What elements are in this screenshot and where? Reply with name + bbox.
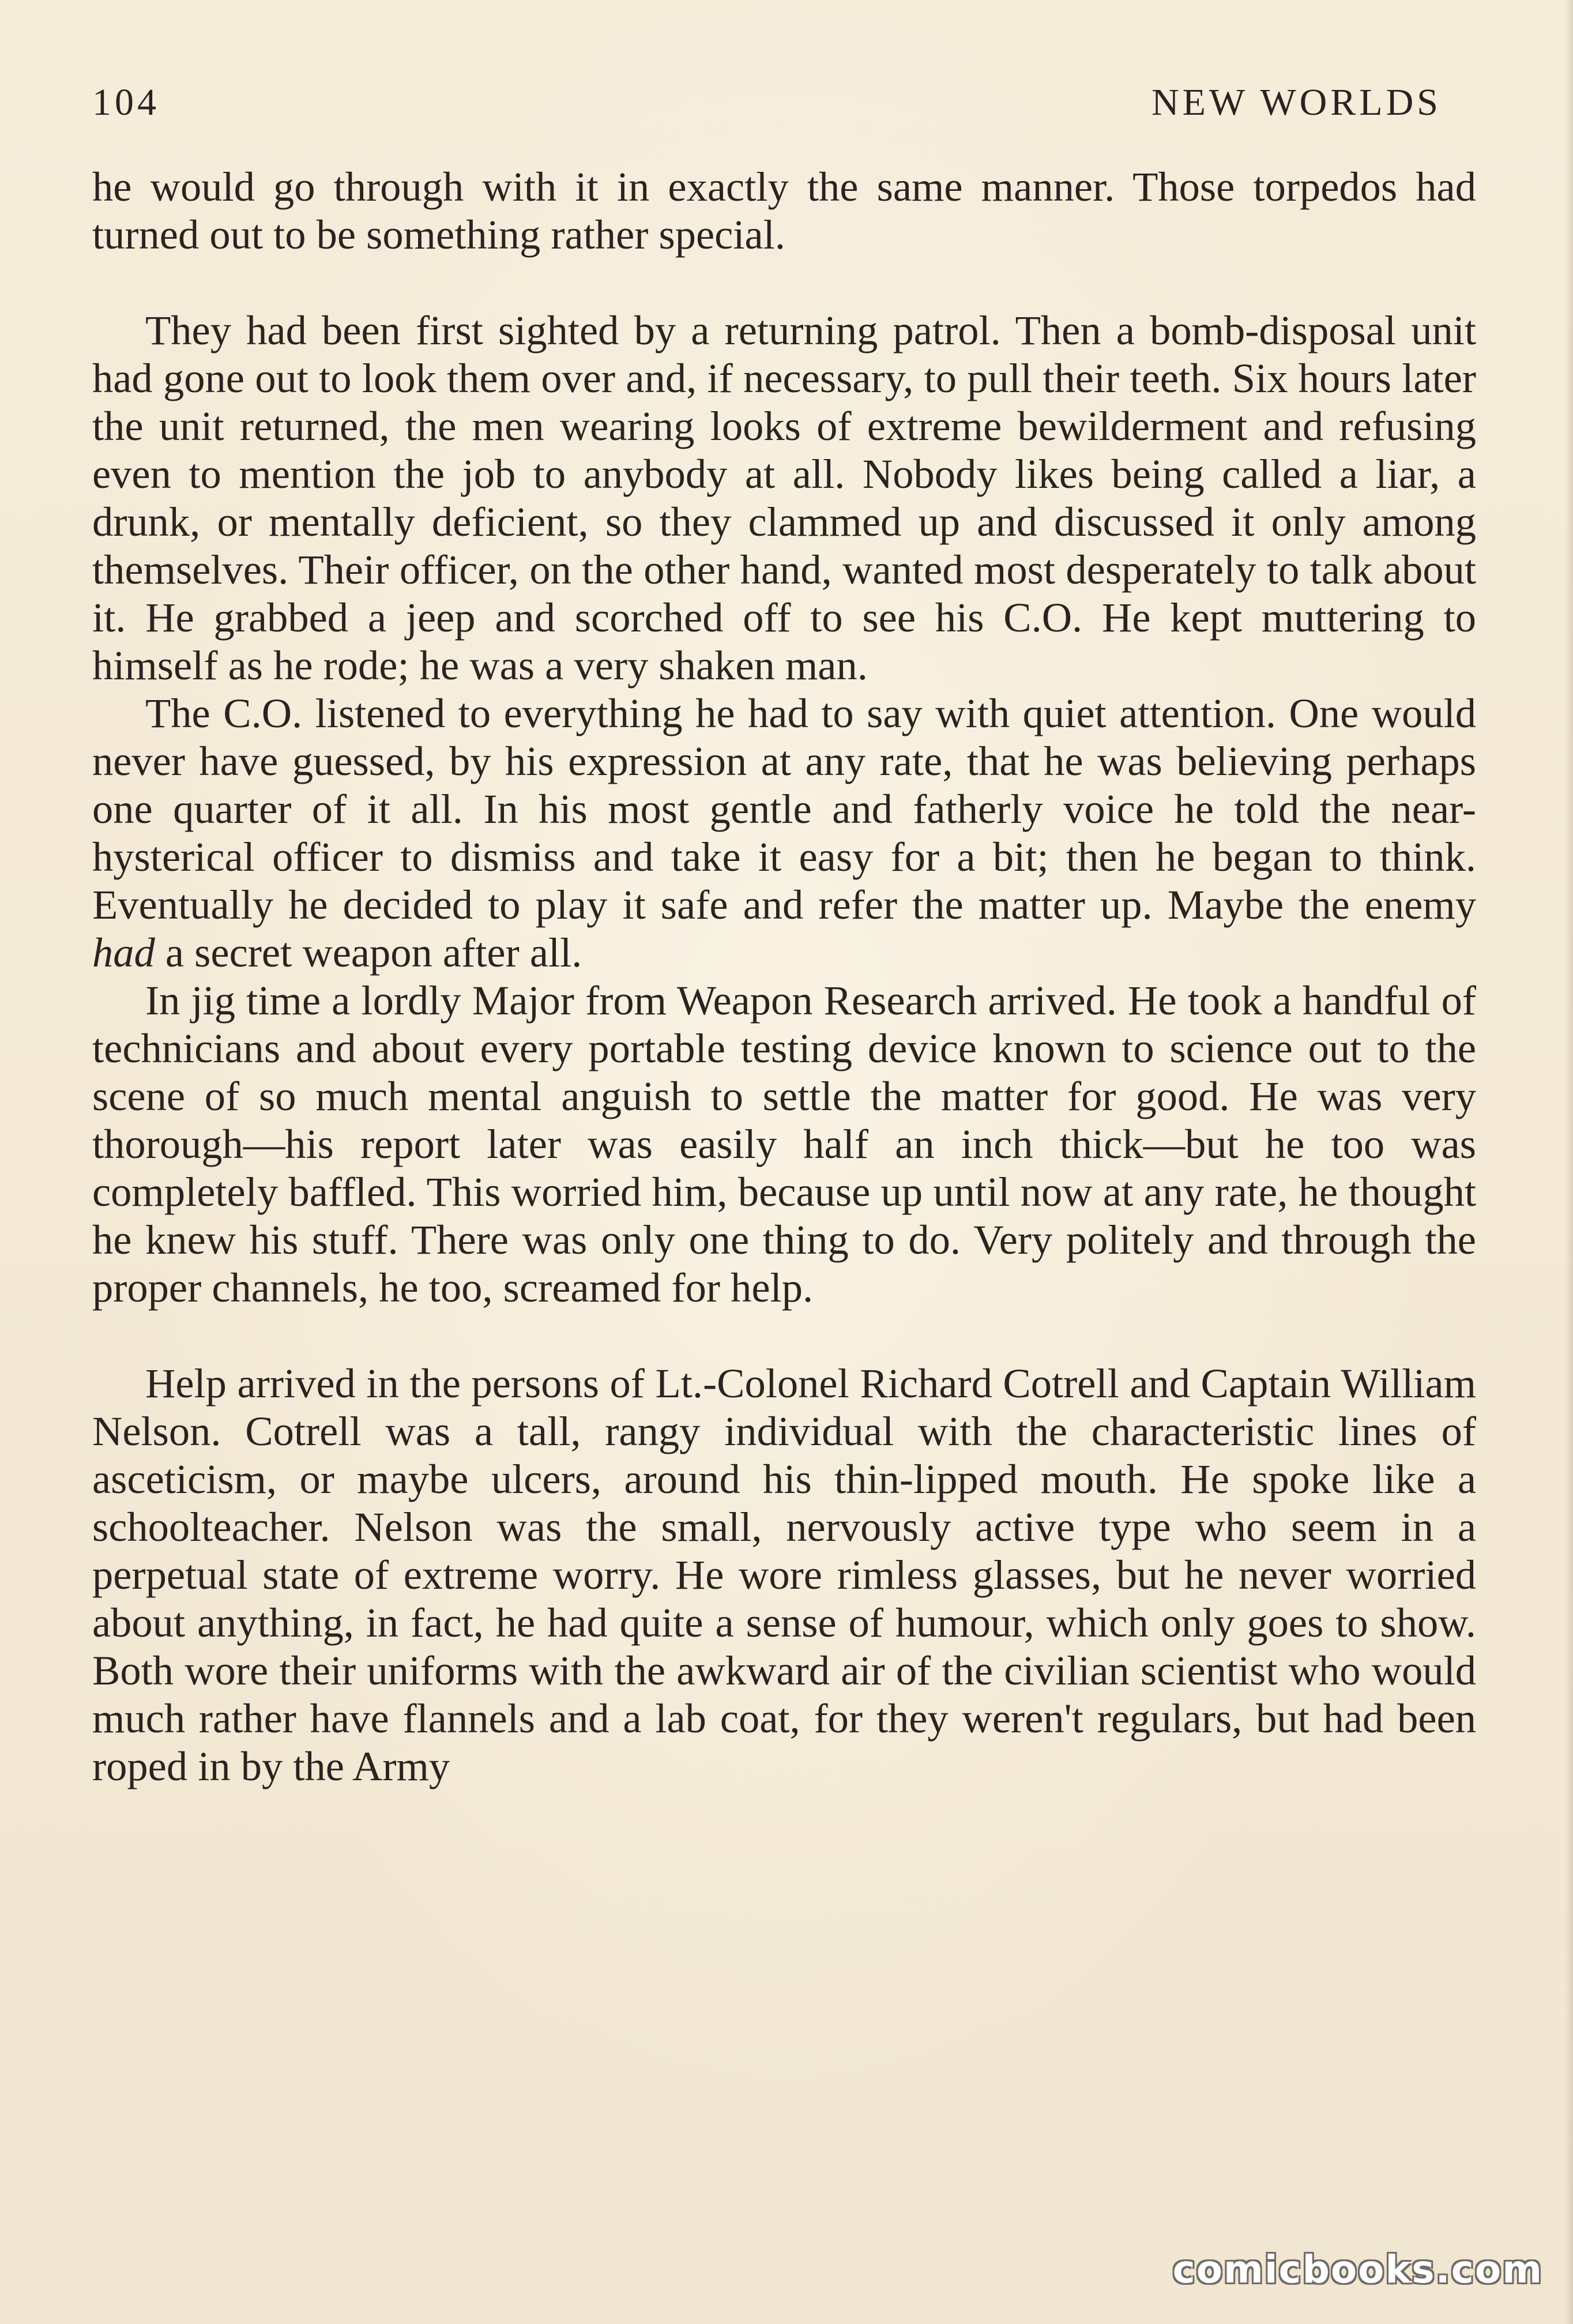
- body-text: [92, 163, 1476, 1790]
- page-edge-shadow: [1565, 0, 1573, 2324]
- watermark: comicbooks.com: [1172, 2247, 1543, 2292]
- emphasis-had: had: [92, 929, 155, 976]
- paragraph-continuation: he would go through with it in exactly the same manner. Those torpedos had turned out to be something rather special.: [92, 163, 1476, 258]
- page-number: 104: [92, 81, 160, 123]
- running-title: NEW WORLDS: [1151, 81, 1442, 123]
- paragraph-major: In jig time a lordly Major from Weapon Research arrived. He took a handful of technicians and about every portable testing device known to science out to the scene of so much mental anguish to settle the matter for good. He was very thorough—his report later was easily half an inch thick—but he too was completely baffled. This worried him, because up until now at any rate, he thought he knew his stuff. There was only one thing to do. Very politely and through the proper channels, he too, screamed for help.: [92, 977, 1476, 1311]
- paragraph-patrol: They had been first sighted by a returning patrol. Then a bomb-disposal unit had gone out to look them over and, if necessary, to pull their teeth. Six hours later the unit returned, the men wearing looks of extreme bewilderment and refusing even to mention the job to anybody at all. Nobody likes being called a liar, a drunk, or mentally deficient, so they clammed up and discussed it only among themselves. Their officer, on the other hand, wanted most desperately to talk about it. He grabbed a jeep and scorched off to see his C.O. He kept muttering to himself as he rode; he was a very shaken man.: [92, 307, 1476, 689]
- paragraph-help-arrived: Help arrived in the persons of Lt.-Colonel Richard Cotrell and Captain William Nelson. Cotrell was a tall, rangy individual with the characteristic lines of asceticism, or maybe ulcers, around his thin-lipped mouth. He spoke like a schoolteacher. Nelson was the small, nervously active type who seem in a perpetual state of extreme worry. He wore rimless glasses, but he never worried about anything, in fact, he had quite a sense of humour, which only goes to show. Both wore their uniforms with the awkward air of the civilian scientist who would much rather have flannels and a lab coat, for they weren't regulars, but had been roped in by the Army: [92, 1360, 1476, 1789]
- page-header: [92, 81, 1442, 133]
- paragraph-co: The C.O. listened to everything he had to say with quiet attention. One would never have guessed, by his expression at any rate, that he was believing perhaps one quarter of it all. In his most gentle and fatherly voice he told the near-hysterical officer to dismiss and take it easy for a bit; then he began to think. Eventually he decided to play it safe and refer the matter up. Maybe the enemy had a secret weapon after all.: [92, 690, 1476, 976]
